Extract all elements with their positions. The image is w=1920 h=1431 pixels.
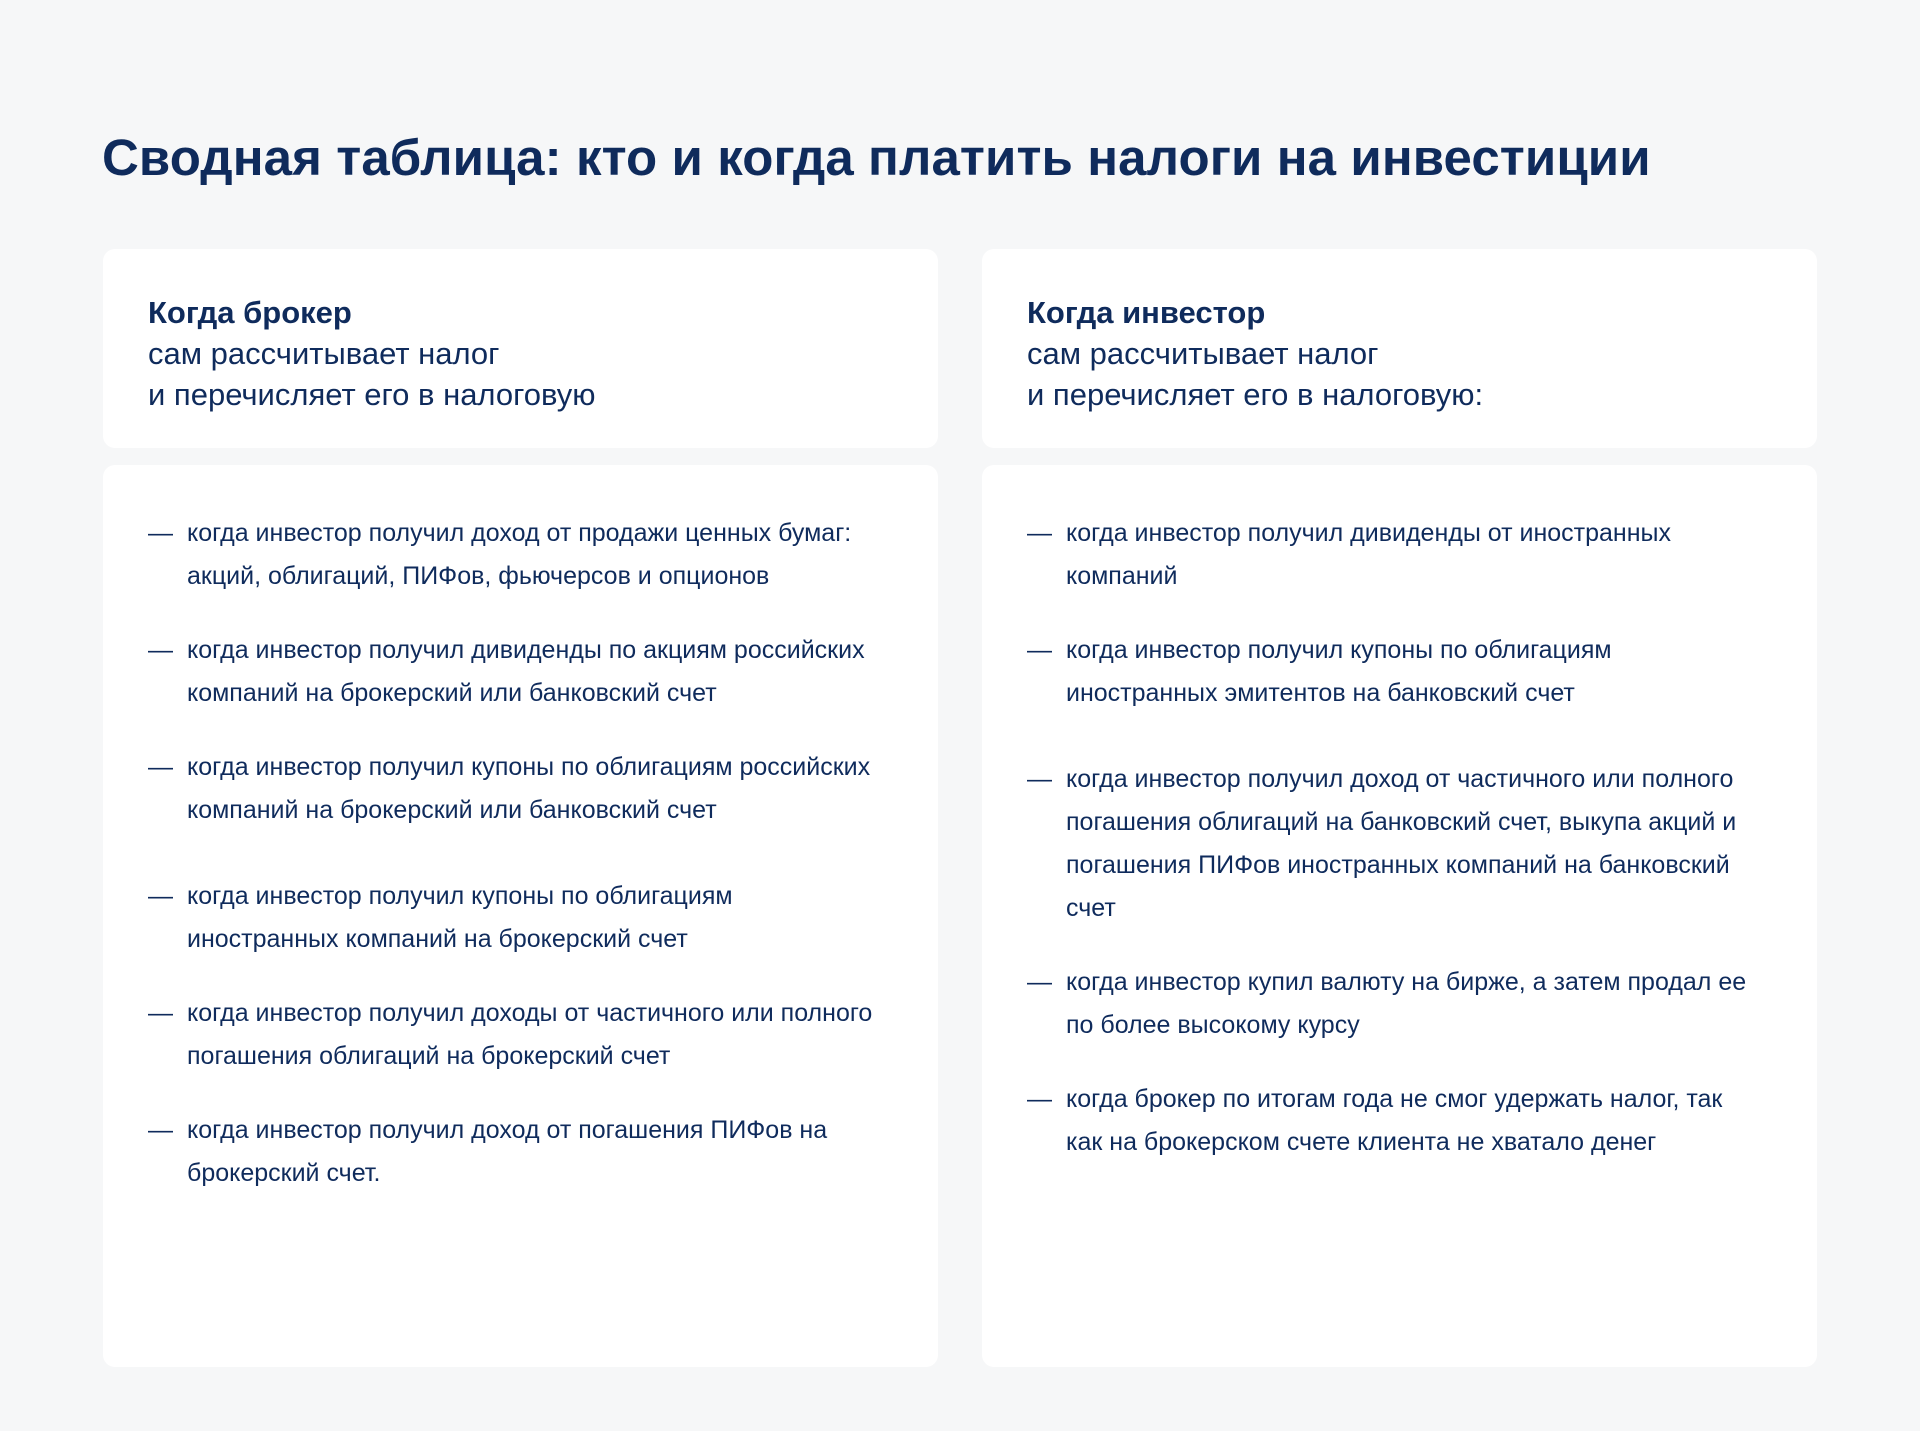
dash-bullet: —	[1027, 519, 1052, 547]
list-item	[1027, 758, 1772, 930]
list-item-text: когда инвестор получил дивиденды по акциям российских компаний на брокерский или банковский счет	[187, 636, 865, 707]
dash-bullet: —	[148, 1116, 173, 1144]
list-item-text: когда инвестор получил купоны по облигациям иностранных эмитентов на банковский счет	[1066, 636, 1612, 707]
list-item	[148, 746, 893, 832]
list-item-text: когда инвестор купил валюту на бирже, а затем продал ее по более высокому курсу	[1066, 968, 1747, 1039]
dash-bullet: —	[1027, 968, 1052, 996]
dash-bullet: —	[1027, 1085, 1052, 1113]
broker-list-card	[103, 465, 938, 1367]
list-item	[148, 875, 893, 961]
dash-bullet: —	[148, 999, 173, 1027]
list-item-text: когда брокер по итогам года не смог удержать налог, так как на брокерском счете клиента не хватало денег	[1066, 1085, 1723, 1156]
investor-subheading-line-1: сам рассчитывает налог	[1027, 336, 1379, 371]
broker-heading: Когда брокер	[148, 295, 352, 330]
list-item	[1027, 629, 1772, 715]
investor-subheading-line-2: и перечисляет его в налоговую:	[1027, 377, 1484, 412]
list-item	[148, 629, 893, 715]
broker-subheading-line-1: сам рассчитывает налог	[148, 336, 500, 371]
list-item-text: когда инвестор получил купоны по облигациям российских компаний на брокерский или банковский счет	[187, 753, 871, 824]
dash-bullet: —	[148, 882, 173, 910]
investor-list-card	[982, 465, 1817, 1367]
investor-header-card	[982, 249, 1817, 448]
dash-bullet: —	[1027, 636, 1052, 664]
list-item-text: когда инвестор получил дивиденды от иностранных компаний	[1066, 519, 1672, 590]
dash-bullet: —	[148, 636, 173, 664]
broker-header-card	[103, 249, 938, 448]
list-item	[148, 992, 893, 1078]
dash-bullet: —	[148, 519, 173, 547]
page-title: Сводная таблица: кто и когда платить налоги на инвестиции	[102, 129, 1651, 186]
list-item	[1027, 1078, 1772, 1164]
list-item-text: когда инвестор получил доход от частичного или полного погашения облигаций на банковский счет, выкупа акций и погашения ПИФов иностранных компаний на банковский счет	[1066, 765, 1737, 922]
dash-bullet: —	[148, 753, 173, 781]
list-item	[1027, 961, 1772, 1047]
list-item	[148, 1109, 893, 1195]
list-item	[148, 512, 893, 598]
list-item-text: когда инвестор получил доход от погашения ПИФов на брокерский счет.	[187, 1116, 828, 1187]
investor-heading: Когда инвестор	[1027, 295, 1266, 330]
list-item-text: когда инвестор получил доходы от частичного или полного погашения облигаций на брокерский счет	[187, 999, 873, 1070]
list-item-text: когда инвестор получил доход от продажи ценных бумаг: акций, облигаций, ПИФов, фьючерсов и опционов	[187, 519, 852, 590]
dash-bullet: —	[1027, 765, 1052, 793]
broker-subheading-line-2: и перечисляет его в налоговую	[148, 377, 596, 412]
list-item-text: когда инвестор получил купоны по облигациям иностранных компаний на брокерский счет	[187, 882, 733, 953]
list-item	[1027, 512, 1772, 598]
